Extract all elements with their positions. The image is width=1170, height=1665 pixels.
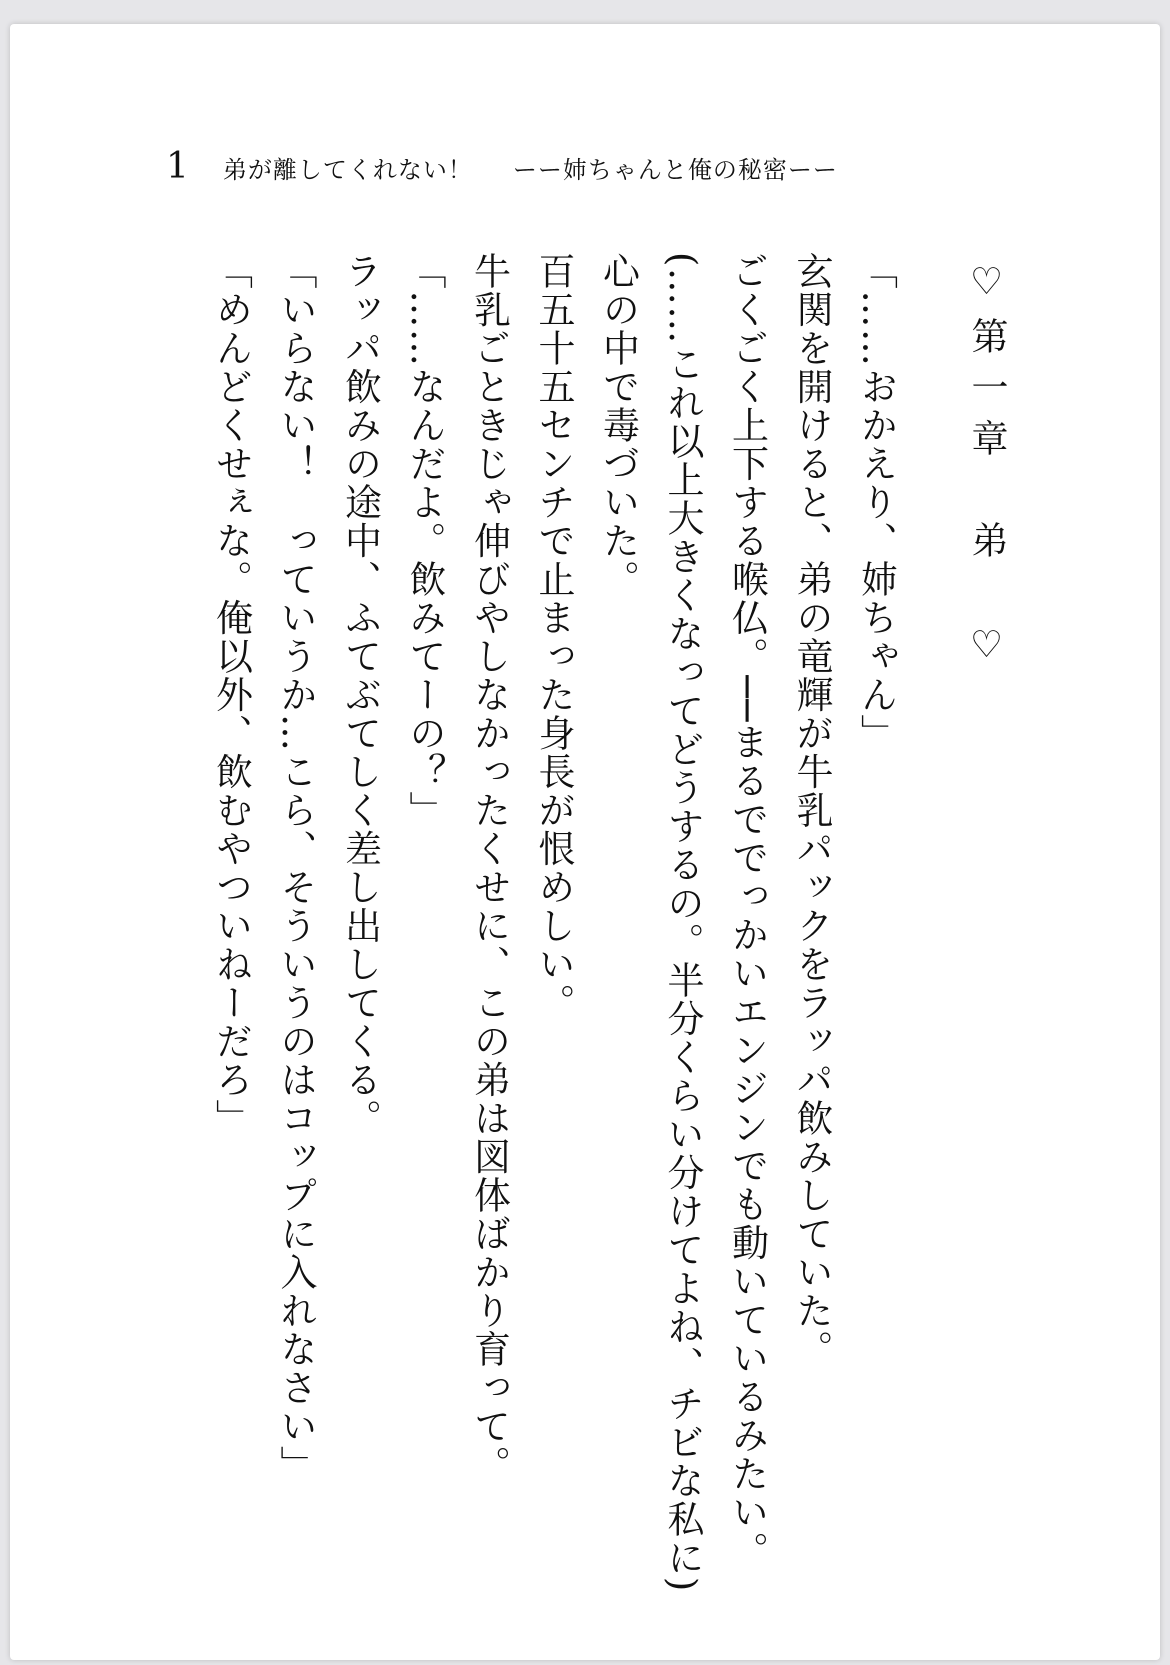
book-subtitle: ーー姉ちゃんと俺の秘密ーー — [512, 156, 838, 184]
text-line: 心の中で毒づいた。 — [596, 252, 640, 599]
text-line: (……これ以上大きくなってどうするの。半分くらい分けてよね、チビな私に) — [661, 252, 704, 1593]
text-line: 玄関を開けると、弟の竜輝が牛乳パックをラッパ飲みしていた。 — [790, 252, 833, 1369]
page-number: 1 — [166, 146, 189, 187]
page-header — [166, 146, 838, 196]
text-line: ごくごく上下する喉仏。──まるででっかいエンジンでも動いているみたい。 — [725, 252, 769, 1571]
document-page — [10, 24, 1160, 1660]
chapter-heading: ♡第一章 弟 ♡ — [965, 260, 1008, 680]
text-line: 「……おかえり、姉ちゃん」 — [854, 252, 898, 753]
vertical-body-text — [158, 252, 1018, 1642]
text-line: 「めんどくせぇな。俺以外、飲むやついねーだろ」 — [209, 252, 253, 1138]
text-line: 「……なんだよ。飲みてーの？」 — [403, 252, 446, 830]
book-title: 弟が離してくれない！ — [222, 156, 473, 184]
text-line: ラッパ飲みの途中、ふてぶてしく差し出してくる。 — [338, 252, 382, 1138]
text-line: 牛乳ごときじゃ伸びやしなかったくせに、この弟は図体ばかり育って。 — [467, 252, 511, 1484]
text-line: 「いらない！ っていうか…こら、そういうのはコップに入れなさい」 — [274, 252, 317, 1484]
text-line: 百五十五センチで止まった身長が恨めしい。 — [532, 252, 575, 1022]
